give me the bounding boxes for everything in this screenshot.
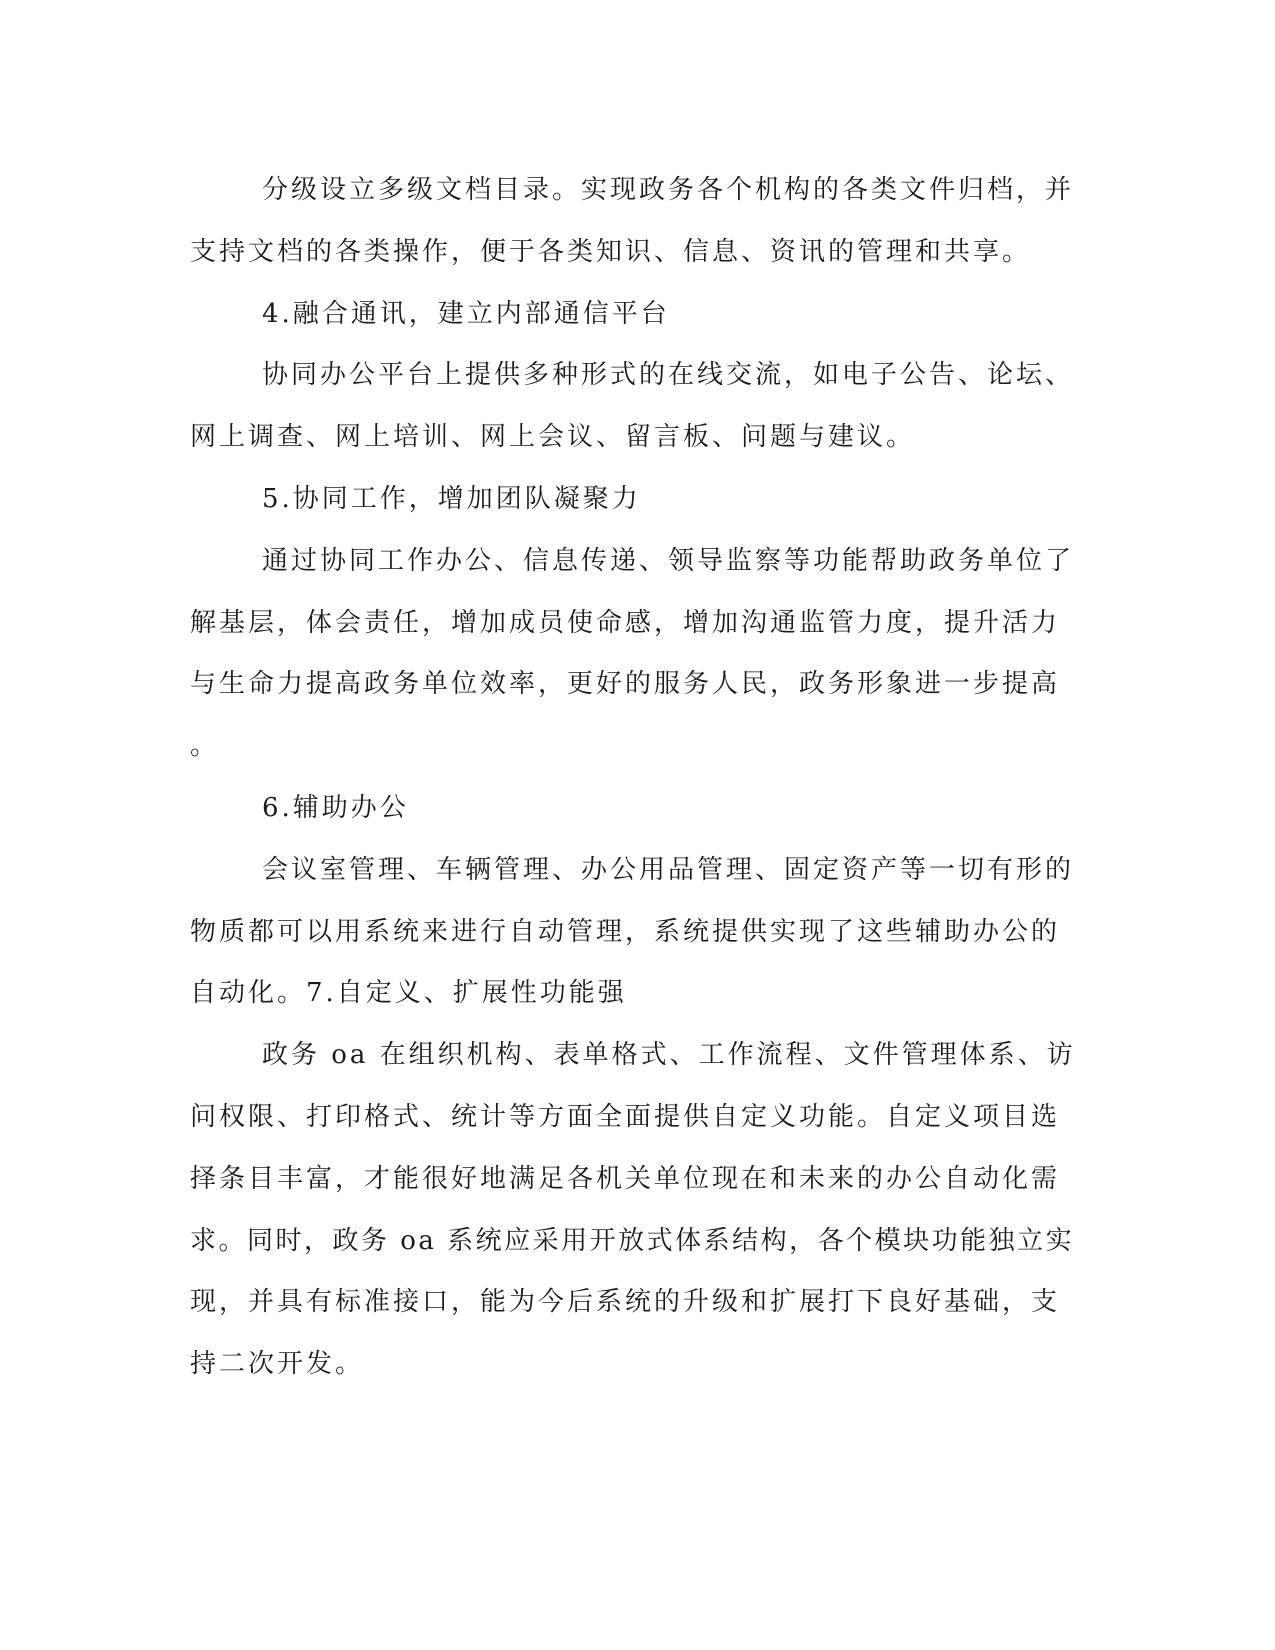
text-line: 择条目丰富，才能很好地满足各机关单位现在和未来的办公自动化需 xyxy=(190,1163,1061,1194)
text-line: 求。同时，政务 oa 系统应采用开放式体系结构，各个模块功能独立实 xyxy=(190,1225,1075,1256)
document-body xyxy=(190,160,1080,1396)
text-line: 物质都可以用系统来进行自动管理，系统提供实现了这些辅助办公的 xyxy=(190,916,1061,947)
text-line: 与生命力提高政务单位效率，更好的服务人民，政务形象进一步提高 xyxy=(190,669,1061,700)
text-line: 通过协同工作办公、信息传递、领导监察等功能帮助政务单位了 xyxy=(262,545,1075,576)
text-line: 政务 oa 在组织机构、表单格式、工作流程、文件管理体系、访 xyxy=(262,1040,1076,1071)
section-heading: 4.融合通讯，建立内部通信平台 xyxy=(262,298,670,329)
text-line: 会议室管理、车辆管理、办公用品管理、固定资产等一切有形的 xyxy=(262,854,1075,885)
text-line: 问权限、打印格式、统计等方面全面提供自定义功能。自定义项目选 xyxy=(190,1101,1061,1132)
text-line: 现，并具有标准接口，能为今后系统的升级和扩展打下良好基础，支 xyxy=(190,1287,1061,1318)
section-heading: 6.辅助办公 xyxy=(262,792,409,823)
text-line: 自动化。7.自定义、扩展性功能强 xyxy=(190,978,627,1009)
text-line: 支持文档的各类操作，便于各类知识、信息、资讯的管理和共享。 xyxy=(190,236,1032,267)
text-line: 解基层，体会责任，增加成员使命感，增加沟通监管力度，提升活力 xyxy=(190,607,1061,638)
text-line: 持二次开发。 xyxy=(190,1349,365,1380)
text-line: 网上调查、网上培训、网上会议、留言板、问题与建议。 xyxy=(190,422,916,453)
section-heading: 5.协同工作，增加团队凝聚力 xyxy=(262,483,641,514)
text-line: 协同办公平台上提供多种形式的在线交流，如电子公告、论坛、 xyxy=(262,360,1075,391)
text-line: 分级设立多级文档目录。实现政务各个机构的各类文件归档，并 xyxy=(262,175,1075,205)
text-line: 。 xyxy=(190,731,220,762)
